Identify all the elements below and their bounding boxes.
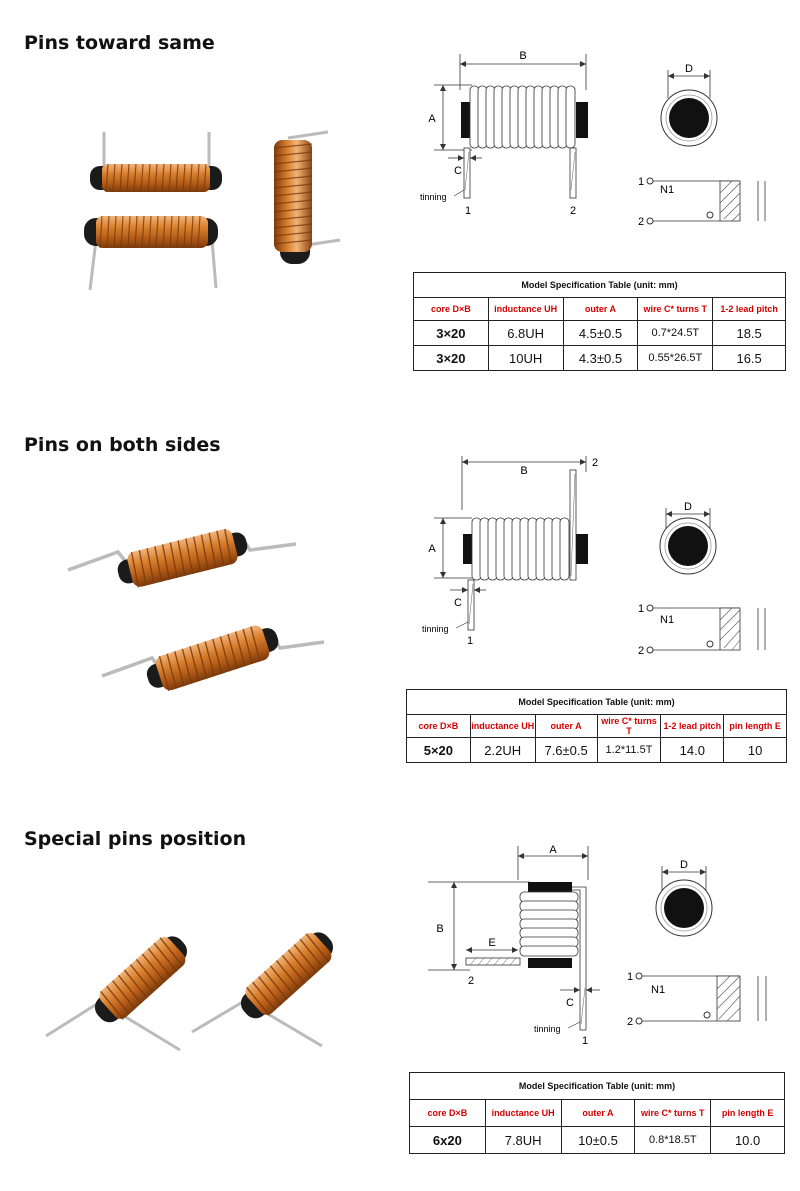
table-header: inductance UH <box>485 1100 561 1127</box>
inductor-photo <box>84 216 218 290</box>
table-cell: 10.0 <box>711 1127 785 1154</box>
schematic-n1: N1 <box>651 984 666 996</box>
schematic-pin-2: 2 <box>638 216 645 228</box>
dim-label-b: B <box>436 923 444 935</box>
table-header: pin length E <box>711 1100 785 1127</box>
tinning-label: tinning <box>422 624 449 634</box>
photo-inductors-pins-on-both-sides <box>60 510 340 700</box>
table-header: wire C* turns T <box>597 715 661 738</box>
spec-table-pins-on-both-sides <box>406 689 787 763</box>
table-cell: 18.5 <box>713 321 786 346</box>
schematic-pin-1: 1 <box>638 176 645 188</box>
schematic-pin-2: 2 <box>638 645 645 657</box>
section-title-pins-on-both-sides: Pins on both sides <box>24 434 221 456</box>
inductor-photo <box>68 525 296 592</box>
table-cell: 3×20 <box>414 346 489 371</box>
table-cell: 16.5 <box>713 346 786 371</box>
schematic-n1: N1 <box>660 184 675 196</box>
table-caption: Model Specification Table (unit: mm) <box>414 273 786 298</box>
spec-table-pins-toward-same <box>413 272 786 371</box>
dim-label-c: C <box>454 165 462 177</box>
table-row <box>407 738 787 763</box>
photo-inductors-special-pins-position <box>40 920 340 1070</box>
dim-label-d: D <box>685 63 693 75</box>
dim-label-d: D <box>680 859 688 871</box>
tinning-label: tinning <box>420 192 447 202</box>
inductor-photo <box>90 132 222 192</box>
schematic-special-pins-position <box>615 965 790 1035</box>
photo-inductors-pins-toward-same <box>60 110 360 310</box>
pin-label-2: 2 <box>570 205 577 217</box>
table-header: outer A <box>563 298 638 321</box>
table-cell: 10 <box>724 738 787 763</box>
table-cell: 10UH <box>488 346 563 371</box>
schematic-pins-toward-same <box>630 168 790 233</box>
schematic-pin-2: 2 <box>627 1016 634 1028</box>
table-caption: Model Specification Table (unit: mm) <box>407 690 787 715</box>
table-header: core D×B <box>410 1100 486 1127</box>
table-header: 1-2 lead pitch <box>713 298 786 321</box>
table-header: pin length E <box>724 715 787 738</box>
table-cell: 10±0.5 <box>561 1127 635 1154</box>
table-cell: 1.2*11.5T <box>597 738 661 763</box>
inductor-photo <box>192 924 340 1046</box>
table-cell: 0.8*18.5T <box>635 1127 711 1154</box>
table-cell: 7.8UH <box>485 1127 561 1154</box>
section-title-special-pins-position: Special pins position <box>24 828 247 850</box>
pin-label-1: 1 <box>467 635 474 647</box>
table-header: core D×B <box>414 298 489 321</box>
inductor-photo <box>102 620 324 696</box>
table-caption: Model Specification Table (unit: mm) <box>410 1073 785 1100</box>
table-header: core D×B <box>407 715 471 738</box>
table-cell: 14.0 <box>661 738 724 763</box>
table-cell: 0.55*26.5T <box>638 346 713 371</box>
schematic-pins-on-both-sides <box>630 595 790 660</box>
dim-label-a: A <box>428 543 436 555</box>
section-title-pins-toward-same: Pins toward same <box>24 32 215 54</box>
table-cell: 5×20 <box>407 738 471 763</box>
table-header: 1-2 lead pitch <box>661 715 724 738</box>
pin-label-2: 2 <box>468 975 475 987</box>
table-header: inductance UH <box>488 298 563 321</box>
pin-label-2: 2 <box>592 457 599 469</box>
table-header: wire C* turns T <box>635 1100 711 1127</box>
table-row <box>414 321 786 346</box>
dim-label-d: D <box>684 501 692 513</box>
table-cell: 0.7*24.5T <box>638 321 713 346</box>
schematic-n1: N1 <box>660 614 675 626</box>
table-cell: 4.5±0.5 <box>563 321 638 346</box>
dim-label-a: A <box>549 844 557 856</box>
table-row <box>414 346 786 371</box>
table-cell: 7.6±0.5 <box>535 738 597 763</box>
pin-label-1: 1 <box>582 1035 589 1047</box>
dim-label-a: A <box>428 113 436 125</box>
pin-label-1: 1 <box>465 205 472 217</box>
tinning-label: tinning <box>534 1024 561 1034</box>
inductor-photo <box>46 928 195 1050</box>
table-cell: 3×20 <box>414 321 489 346</box>
table-cell: 4.3±0.5 <box>563 346 638 371</box>
table-header: outer A <box>561 1100 635 1127</box>
table-header: wire C* turns T <box>638 298 713 321</box>
table-cell: 6.8UH <box>488 321 563 346</box>
dim-label-e: E <box>488 937 496 949</box>
dim-label-b: B <box>520 465 528 477</box>
dim-label-c: C <box>566 997 574 1009</box>
table-row <box>410 1127 785 1154</box>
table-header: inductance UH <box>470 715 535 738</box>
spec-table-special-pins-position <box>409 1072 785 1154</box>
schematic-pin-1: 1 <box>638 603 645 615</box>
inductor-photo <box>274 132 340 264</box>
schematic-pin-1: 1 <box>627 971 634 983</box>
table-cell: 2.2UH <box>470 738 535 763</box>
table-header: outer A <box>535 715 597 738</box>
table-cell: 6x20 <box>410 1127 486 1154</box>
dim-label-c: C <box>454 597 462 609</box>
dim-label-b: B <box>519 50 527 62</box>
